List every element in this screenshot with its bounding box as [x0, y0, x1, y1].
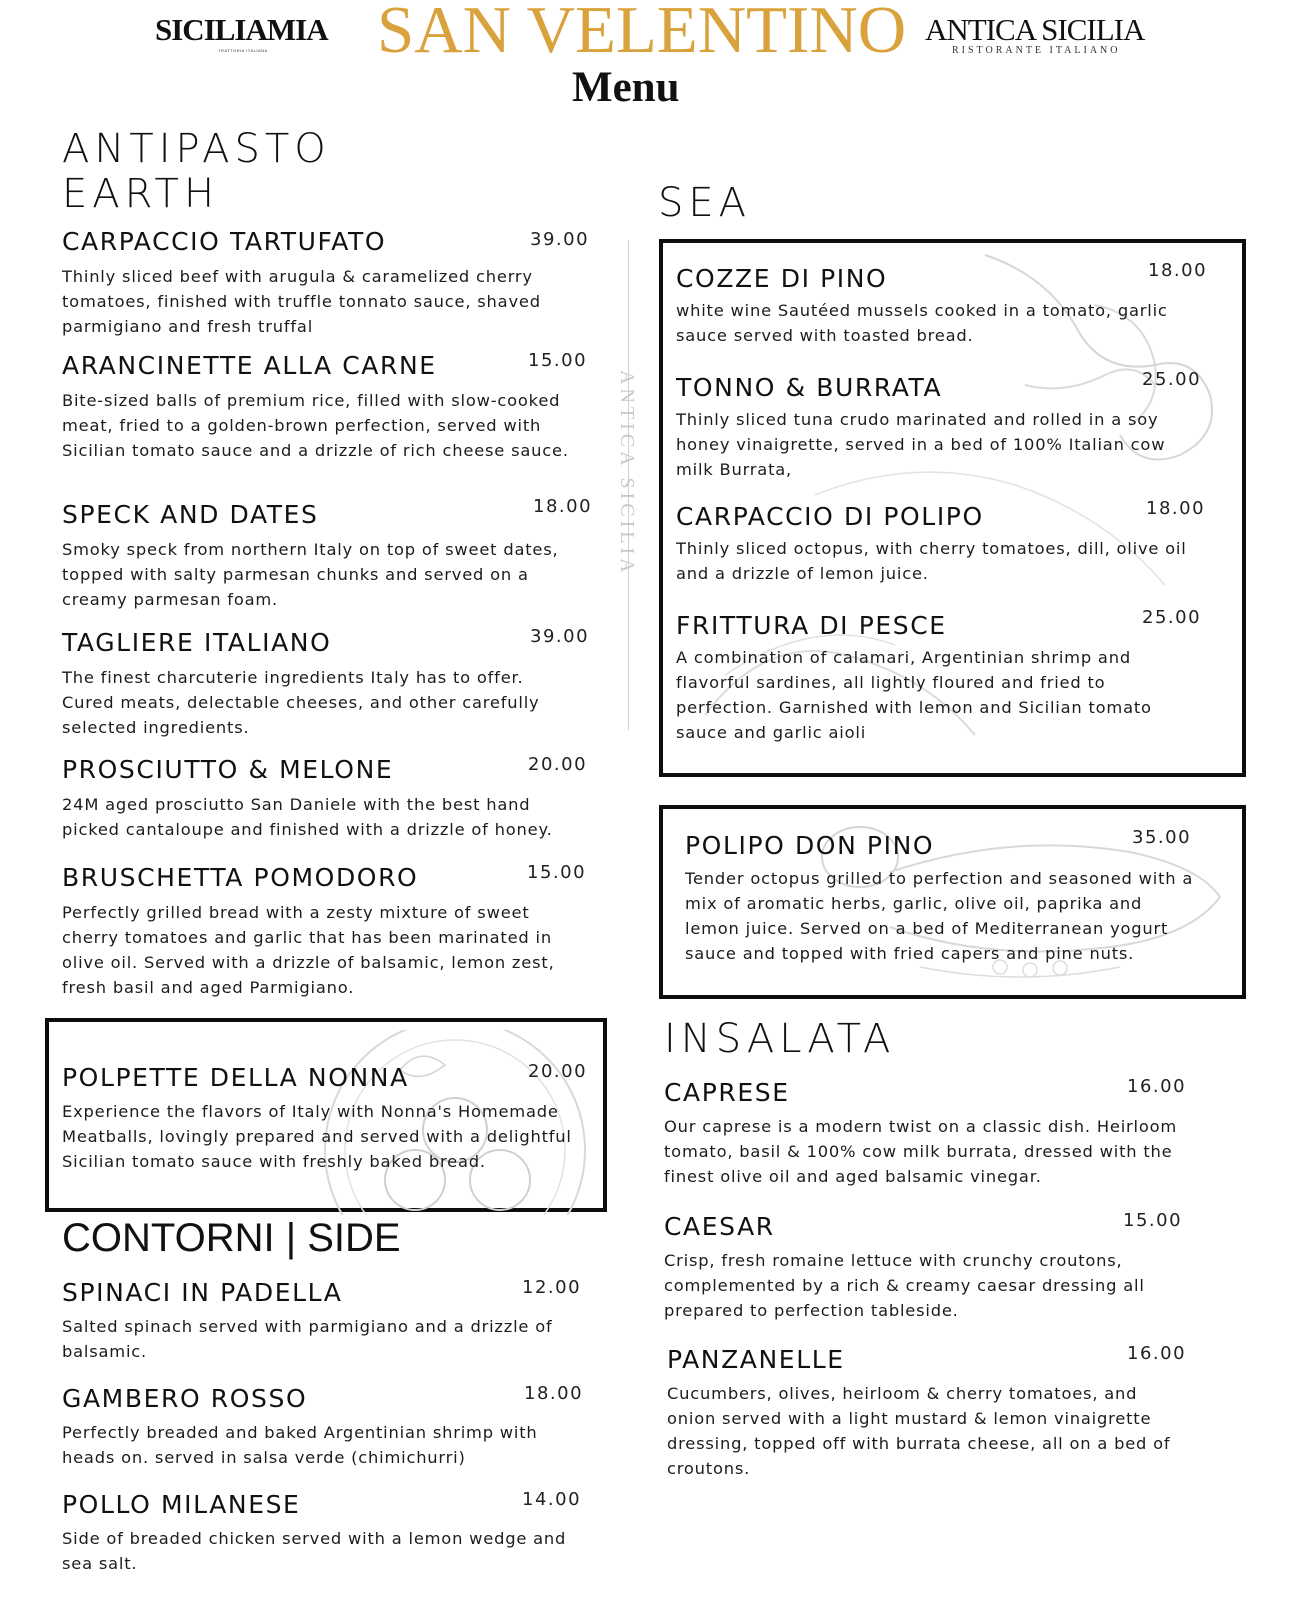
menu-item-description: Bite-sized balls of premium rice, filled with slow-cooked meat, fried to a golden-brown perfection, served with Sicilian tomato sauce and a drizzle of rich cheese sauce. [62, 391, 569, 460]
menu-item-name: POLLO MILANESE [62, 1490, 301, 1519]
menu-item-name: TONNO & BURRATA [676, 373, 943, 402]
menu-item-description: white wine Sautéed mussels cooked in a tomato, garlic sauce served with toasted bread. [676, 301, 1168, 345]
menu-item-name: PROSCIUTTO & MELONE [62, 755, 394, 784]
menu-item-name: TAGLIERE ITALIANO [62, 628, 332, 657]
menu-item-name: SPECK AND DATES [62, 500, 319, 529]
menu-item-description: Side of breaded chicken served with a lemon wedge and sea salt. [62, 1529, 567, 1573]
menu-item-price: 16.00 [1127, 1343, 1187, 1364]
menu-item-name: POLIPO DON PINO [685, 831, 935, 860]
menu-item-name: CAESAR [664, 1212, 775, 1241]
vertical-watermark: ANTICA SICILIA [616, 370, 638, 577]
menu-item-price: 18.00 [1148, 260, 1208, 281]
menu-item-name: COZZE DI PINO [676, 264, 888, 293]
menu-item-description: The finest charcuterie ingredients Italy has to offer. Cured meats, delectable cheeses, and other carefully selected ingredients. [62, 668, 540, 737]
menu-item-name: CARPACCIO TARTUFATO [62, 227, 387, 256]
siciliamia-logo: SICILIAMIA [155, 12, 328, 47]
menu-title: Menu [572, 64, 680, 111]
menu-item-price: 35.00 [1132, 827, 1192, 848]
menu-item-price: 20.00 [528, 1061, 588, 1082]
earth-heading: EARTH [62, 171, 220, 217]
event-title: SAN VELENTINO [377, 0, 907, 67]
menu-item-price: 20.00 [528, 754, 588, 775]
menu-item-description: Perfectly grilled bread with a zesty mixture of sweet cherry tomatoes and garlic that has been marinated in olive oil. Served with a drizzle of balsamic, lemon zest, fresh basil and aged Parmigiano. [62, 903, 555, 997]
menu-item-description: 24M aged prosciutto San Daniele with the best hand picked cantaloupe and finished with a drizzle of honey. [62, 795, 553, 839]
menu-item-description: A combination of calamari, Argentinian shrimp and flavorful sardines, all lightly floured and fried to perfection. Garnished with lemon and Sicilian tomato sauce and garlic aioli [676, 648, 1152, 742]
menu-item-description: Our caprese is a modern twist on a classic dish. Heirloom tomato, basil & 100% cow milk burrata, dressed with the finest olive oil and aged balsamic vinegar. [664, 1117, 1178, 1186]
menu-item-description: Perfectly breaded and baked Argentinian shrimp with heads on. served in salsa verde (chimichurri) [62, 1423, 538, 1467]
menu-item-price: 15.00 [528, 350, 588, 371]
menu-item-price: 14.00 [522, 1489, 582, 1510]
menu-item-description: Crisp, fresh romaine lettuce with crunchy croutons, complemented by a rich & creamy caesar dressing all prepared to perfection tableside. [664, 1251, 1145, 1320]
menu-item-description: Experience the flavors of Italy with Nonna's Homemade Meatballs, lovingly prepared and served with a delightful Sicilian tomato sauce with freshly baked bread. [62, 1102, 572, 1171]
menu-item-description: Smoky speck from northern Italy on top of sweet dates, topped with salty parmesan chunks and served on a creamy parmesan foam. [62, 540, 559, 609]
antica-sicilia-logo-subtitle: RISTORANTE ITALIANO [952, 45, 1121, 56]
insalata-heading: INSALATA [664, 1016, 896, 1062]
antica-sicilia-logo: ANTICA SICILIA [925, 12, 1145, 47]
menu-item-name: PANZANELLE [667, 1345, 845, 1374]
menu-item-description: Thinly sliced beef with arugula & caramelized cherry tomatoes, finished with truffle tonnato sauce, shaved parmigiano and fresh truffal [62, 267, 541, 336]
menu-item-name: POLPETTE DELLA NONNA [62, 1063, 409, 1092]
menu-item-name: CARPACCIO DI POLIPO [676, 502, 984, 531]
menu-item-price: 39.00 [530, 229, 590, 250]
menu-item-name: SPINACI IN PADELLA [62, 1278, 343, 1307]
menu-item-price: 15.00 [1123, 1210, 1183, 1231]
menu-item-name: CAPRESE [664, 1078, 790, 1107]
menu-item-name: BRUSCHETTA POMODORO [62, 863, 419, 892]
menu-item-name: ARANCINETTE ALLA CARNE [62, 351, 437, 380]
menu-item-price: 18.00 [1146, 498, 1206, 519]
menu-item-price: 16.00 [1127, 1076, 1187, 1097]
menu-item-price: 39.00 [530, 626, 590, 647]
menu-item-description: Thinly sliced tuna crudo marinated and rolled in a soy honey vinaigrette, served in a bed of 100% Italian cow milk Burrata, [676, 410, 1166, 479]
menu-item-name: FRITTURA DI PESCE [676, 611, 947, 640]
menu-item-description: Cucumbers, olives, heirloom & cherry tomatoes, and onion served with a light mustard & lemon vinaigrette dressing, topped off with burrata cheese, all on a bed of croutons. [667, 1384, 1171, 1478]
menu-item-price: 18.00 [524, 1383, 584, 1404]
menu-item-description: Thinly sliced octopus, with cherry tomatoes, dill, olive oil and a drizzle of lemon juice. [676, 539, 1187, 583]
menu-item-price: 25.00 [1142, 607, 1202, 628]
contorni-heading: CONTORNI | SIDE [62, 1216, 401, 1260]
menu-item-price: 18.00 [533, 496, 593, 517]
menu-item-description: Salted spinach served with parmigiano and a drizzle of balsamic. [62, 1317, 553, 1361]
siciliamia-logo-subtitle: TRATTORIA ITALIANA [218, 48, 268, 53]
menu-item-price: 25.00 [1142, 369, 1202, 390]
menu-item-price: 12.00 [522, 1277, 582, 1298]
antipasto-heading: ANTIPASTO [62, 126, 331, 172]
menu-item-price: 15.00 [527, 862, 587, 883]
sea-heading: SEA [658, 180, 752, 226]
menu-item-description: Tender octopus grilled to perfection and seasoned with a mix of aromatic herbs, garlic, olive oil, paprika and lemon juice. Served on a bed of Mediterranean yogurt sauce and topped with fried capers and pine nuts. [685, 869, 1194, 963]
menu-item-name: GAMBERO ROSSO [62, 1384, 308, 1413]
